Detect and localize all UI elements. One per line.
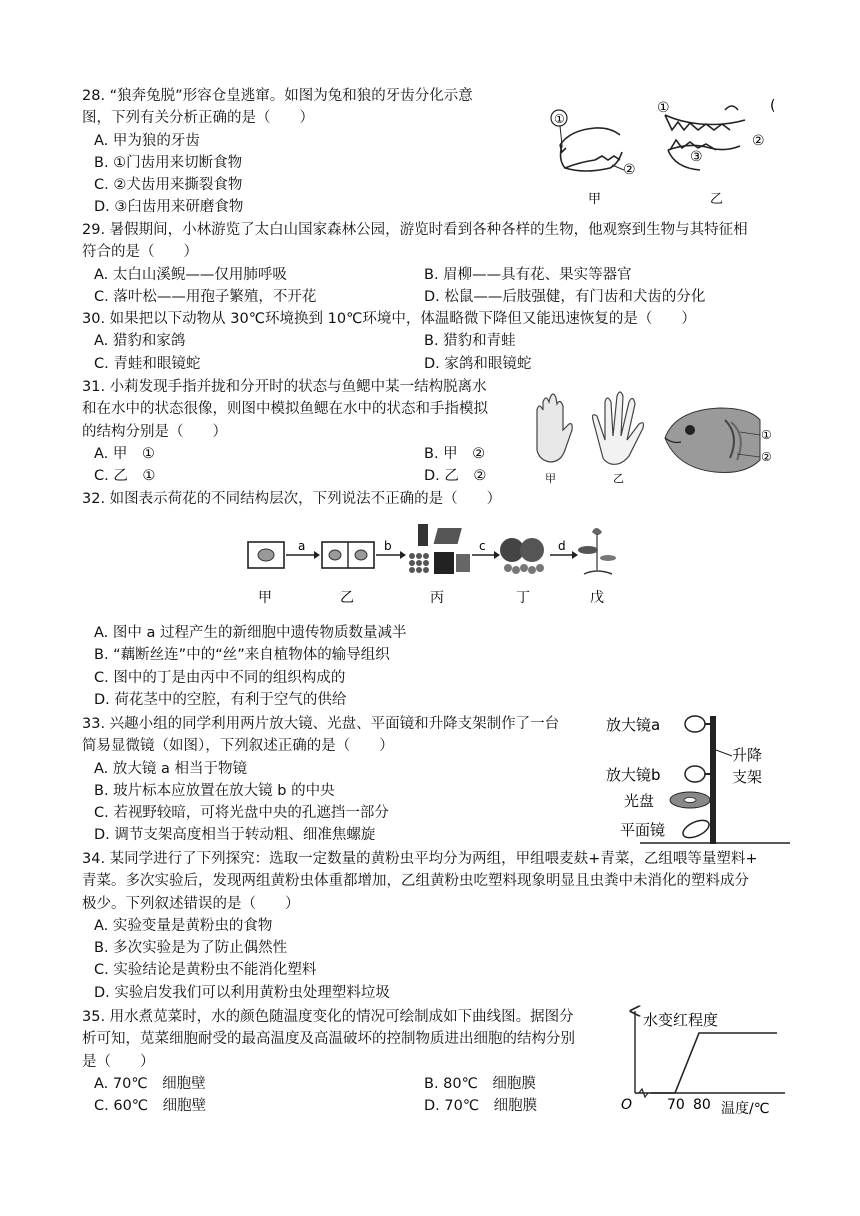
fig28-label-1b: ① (657, 100, 670, 116)
chart-x-tick-label: 70 (667, 1097, 685, 1113)
q30-option-d[interactable]: D. 家鸽和眼镜蛇 (424, 355, 532, 372)
fig33-label-lift-1: 升降 (732, 746, 763, 764)
q29-stem-2: 符合的是（ ） (82, 244, 198, 261)
fig33-label-disc: 光盘 (624, 792, 655, 810)
teeth-figure (540, 90, 800, 215)
fig32-label-wu: 戊 (590, 590, 604, 606)
fig31-label-yi: 乙 (613, 472, 624, 485)
q28-option-d[interactable]: D. ③臼齿用来研磨食物 (94, 199, 244, 216)
q35-option-b[interactable]: B. 80℃ 细胞膜 (424, 1075, 536, 1092)
gill-figure (525, 380, 795, 490)
fig32-arrow-a: a (298, 539, 306, 553)
fig28-label-2b: ② (752, 133, 765, 149)
q34-option-a[interactable]: A. 实验变量是黄粉虫的食物 (94, 917, 273, 934)
question-29 (82, 219, 754, 308)
question-32-options (82, 622, 407, 711)
question-30 (82, 308, 754, 375)
fig32-arrow-d: d (558, 539, 566, 553)
q29-option-b[interactable]: B. 眉柳——具有花、果实等器官 (424, 266, 632, 283)
q34-stem-2: 青菜。多次实验后，发现两组黄粉虫体重都增加，乙组黄粉虫吃塑料现象明显且虫粪中未消化的塑料成分 (82, 873, 749, 890)
chart-x-tick-label: 80 (693, 1097, 711, 1113)
fig28-label-jia: 甲 (588, 192, 602, 207)
fig28-label-3: ③ (690, 149, 703, 165)
chart-series-line (651, 1033, 777, 1093)
question-28 (82, 85, 473, 219)
chart-xlabel: 温度/℃ (721, 1101, 770, 1117)
chart-ylabel: 水变红程度 (643, 1011, 719, 1029)
fig31-label-jia: 甲 (545, 472, 556, 485)
q31-option-c[interactable]: C. 乙 ① (94, 468, 156, 485)
fig33-label-lens-a: 放大镜a (606, 716, 661, 734)
question-33 (82, 713, 559, 847)
q33-option-c[interactable]: C. 若视野较暗，可将光盘中央的孔遮挡一部分 (94, 805, 389, 822)
q33-option-d[interactable]: D. 调节支架高度相当于转动粗、细准焦螺旋 (94, 827, 376, 844)
q30-option-b[interactable]: B. 猎豹和青蛙 (424, 333, 516, 350)
fig33-label-lens-b: 放大镜b (606, 766, 661, 784)
fig33-label-lift-2: 支架 (732, 768, 763, 786)
q32-option-c[interactable]: C. 图中的丁是由丙中不同的组织构成的 (94, 669, 346, 686)
fig32-label-jia: 甲 (258, 590, 272, 606)
q34-stem-3: 极少。下列叙述错误的是（ ） (82, 895, 300, 912)
q33-stem-2: 简易显微镜（如图），下列叙述正确的是（ ） (82, 738, 394, 755)
q33-stem-1: 33. 兴趣小组的同学利用两片放大镜、光盘、平面镜和升降支架制作了一台 (82, 716, 560, 732)
q29-option-c[interactable]: C. 落叶松——用孢子繁殖，不开花 (94, 288, 317, 305)
q30-option-c[interactable]: C. 青蛙和眼镜蛇 (94, 355, 201, 372)
q29-option-a[interactable]: A. 太白山溪鲵——仅用肺呼吸 (94, 266, 287, 283)
fig33-label-mirror: 平面镜 (620, 821, 666, 839)
fig28-label-yi: 乙 (710, 192, 724, 207)
q31-option-a[interactable]: A. 甲 ① (94, 445, 155, 462)
q31-option-d[interactable]: D. 乙 ② (424, 468, 487, 485)
q32-option-d[interactable]: D. 荷花茎中的空腔，有利于空气的供给 (94, 691, 347, 708)
q28-option-a[interactable]: A. 甲为狼的牙齿 (94, 132, 200, 149)
fig28-label-2a: ② (623, 162, 636, 178)
fig31-label-1: ① (761, 428, 772, 442)
q32-option-a[interactable]: A. 图中 a 过程产生的新细胞中遗传物质数量减半 (94, 625, 407, 641)
fig28-label-1: ① (554, 112, 565, 126)
fig32-arrow-c: c (479, 539, 486, 553)
q35-option-a[interactable]: A. 70℃ 细胞壁 (94, 1075, 206, 1092)
q32-stem-1: 32. 如图表示荷花的不同结构层次，下列说法不正确的是（ ） (82, 491, 502, 507)
q35-stem-1: 35. 用水煮苋菜时，水的颜色随温度变化的情况可绘制成如下曲线图。据图分 (82, 1009, 574, 1025)
q35-stem-2: 析可知，苋菜细胞耐受的最高温度及高温破坏的控制物质进出细胞的结构分别 (82, 1031, 575, 1048)
q28-option-b[interactable]: B. ①门齿用来切断食物 (94, 154, 243, 171)
q34-option-b[interactable]: B. 多次实验是为了防止偶然性 (94, 940, 288, 957)
q29-stem-1: 29. 暑假期间，小林游览了太白山国家森林公园，游览时看到各种各样的生物，他观察到生物与其特征相 (82, 222, 748, 238)
q34-option-c[interactable]: C. 实验结论是黄粉虫不能消化塑料 (94, 962, 317, 979)
fig32-label-bing: 丙 (430, 590, 444, 606)
q31-stem-3: 的结构分别是（ ） (82, 423, 227, 440)
fig32-label-ding: 丁 (516, 590, 530, 606)
q28-option-c[interactable]: C. ②犬齿用来撕裂食物 (94, 177, 243, 194)
question-34 (82, 848, 757, 1004)
fig28-label-paren: ( (770, 98, 776, 114)
q33-option-a[interactable]: A. 放大镜 a 相当于物镜 (94, 760, 247, 777)
microscope-figure (600, 708, 800, 848)
question-32 (82, 488, 501, 510)
q29-option-d[interactable]: D. 松鼠——后肢强健，有门齿和犬齿的分化 (424, 288, 706, 305)
q35-option-d[interactable]: D. 70℃ 细胞膜 (424, 1098, 538, 1115)
fig32-label-yi: 乙 (340, 590, 354, 606)
q30-option-a[interactable]: A. 猎豹和家鸽 (94, 333, 186, 350)
fig31-label-2: ② (761, 450, 772, 464)
q31-stem-2: 和在水中的状态很像，则图中模拟鱼鳃在水中的状态和手指模拟 (82, 401, 488, 418)
q28-stem-1: 28. “狼奔兔脱”形容仓皇逃窜。如图为兔和狼的牙齿分化示意 (82, 88, 473, 104)
lotus-levels-figure (240, 520, 620, 615)
q31-option-b[interactable]: B. 甲 ② (424, 445, 486, 462)
q31-stem-1: 31. 小莉发现手指并拢和分开时的状态与鱼鳃中某一结构脱离水 (82, 379, 487, 395)
chart-origin: O (621, 1097, 633, 1113)
q33-option-b[interactable]: B. 玻片标本应放置在放大镜 b 的中央 (94, 782, 335, 799)
q35-stem-3: 是（ ） (82, 1053, 155, 1070)
q32-option-b[interactable]: B. “藕断丝连”中的“丝”来自植物体的输导组织 (94, 647, 390, 664)
fig32-arrow-b: b (384, 539, 392, 553)
q30-stem-1: 30. 如果把以下动物从 30℃环境换到 10℃环境中，体温略微下降但又能迅速恢复的是（ ） (82, 311, 696, 327)
q35-option-c[interactable]: C. 60℃ 细胞壁 (94, 1098, 207, 1115)
temperature-chart (615, 1005, 795, 1117)
q34-option-d[interactable]: D. 实验启发我们可以利用黄粉虫处理塑料垃圾 (94, 984, 390, 1001)
q28-stem-2: 图，下列有关分析正确的是（ ） (82, 110, 314, 127)
q34-stem-1: 34. 某同学进行了下列探究：选取一定数量的黄粉虫平均分为两组，甲组喂麦麸+青菜，乙组喂等量塑料+ (82, 851, 758, 867)
